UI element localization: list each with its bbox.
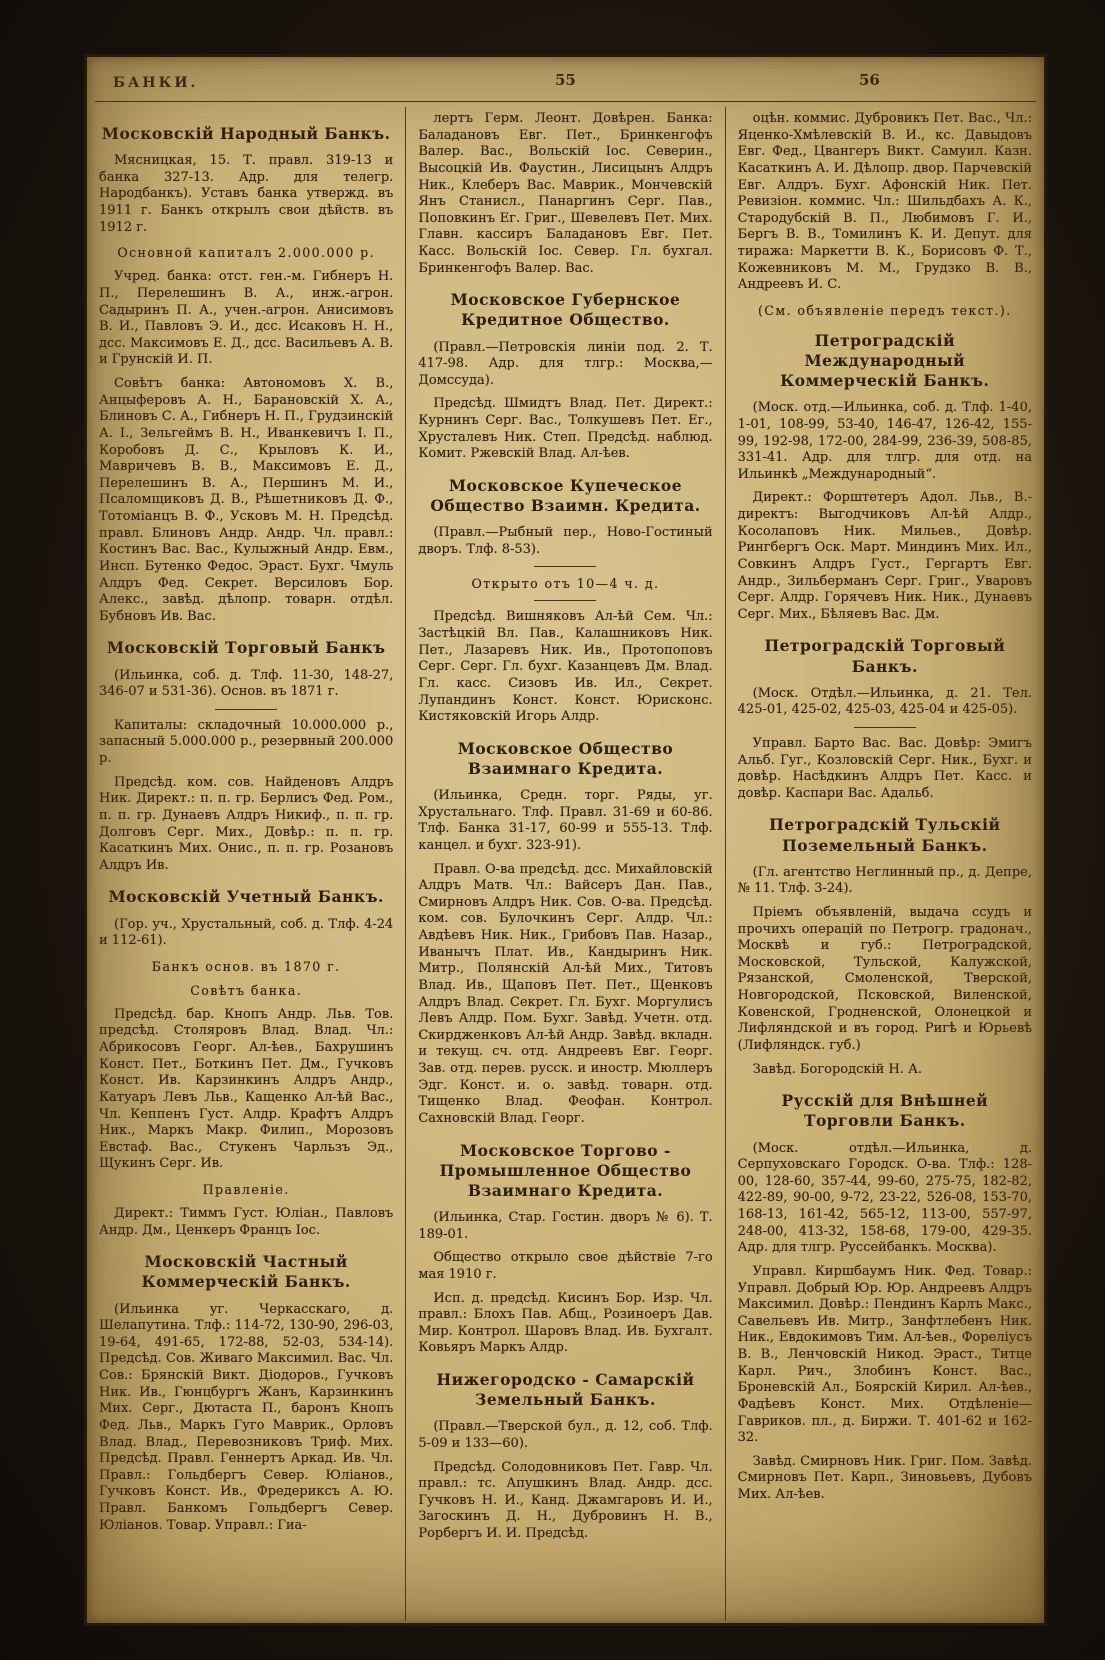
directory-paragraph: Предсѣд. Вишняковъ Ал-ѣй Сем. Чл.: Застѣцкій Вл. Пав., Калашниковъ Ник. Пет., Лазаревъ Ник. Ив., Протопоповъ Серг. Серг. Гл. бухг. Казанцевъ Дм. Влад. Гл. касс. Сизовъ Ив. Ил., Секрет. Лупандинъ Конст. Конст. Юрисконс. Кистяковскій Игорь Алдр. (418, 609, 713, 725)
directory-paragraph: (Ильинка, Стар. Гостин. дворъ № 6). Т. 189-01. (418, 1210, 713, 1242)
bank-heading: Петроградскій Торговый Банкъ. (764, 636, 1006, 676)
section-rule (534, 600, 596, 601)
bank-heading: Московское Купеческое Общество Взаимн. Кредита. (430, 475, 701, 516)
bank-heading: Нижегородско - Самарскій Земельный Банкъ. (436, 1370, 695, 1410)
column-layout (87, 107, 1044, 1621)
directory-paragraph: Директ.: Форштетеръ Адол. Льв., В.-директъ: Выгодчиковъ Ал-ѣй Алдр., Косолаповъ Ник. Мильев., Довѣр. Рингбергъ Оск. Март. Миндинъ Мих. Ил., Совкинъ Алдръ Густ., Гергартъ Евг. Андр., Зильберманъ Серг. Григ., Уваровъ Серг. Алдр. Горячевъ Ник. Ник., Дунаевъ Серг. Мих., Бѣляевъ Вас. Дм. (737, 490, 1032, 622)
bank-heading: Русскій для Внѣшней Торговли Банкъ. (781, 1091, 989, 1131)
directory-paragraph: Пріемъ объявленій, выдача ссудъ и прочихъ операцій по Петрогр. градонач., Москвѣ и губ.: Петроградской, Московской, Тульской, Калужской, Рязанской, Смоленской, Тверской, Новгородской, Псковской, Виленской, Ковенской, Гродненской, Олонецкой и Лифляндской и въ город. Ригѣ и Юрьевѣ (Лифляндск. губ.) (737, 904, 1032, 1053)
bank-heading: Московское Торгово - Промышленное Общество Взаимнаго Кредита. (439, 1140, 692, 1200)
directory-paragraph: Мясницкая, 15. Т. правл. 319-13 и банка 327-13. Адр. для телегр. Народбанкъ). Уставъ банка утвержд. въ 1911 г. Банкъ открылъ свои дѣйств. въ 1912 г. (99, 153, 394, 235)
directory-paragraph: (Гл. агентство Неглинный пр., д. Депре, № 11. Тлф. 3-24). (737, 864, 1032, 897)
section-rule (534, 566, 596, 567)
directory-paragraph: Директ.: Тиммъ Густ. Юліан., Павловъ Андр. Дм., Ценкеръ Францъ Іос. (99, 1206, 394, 1238)
directory-paragraph: Завѣд. Богородскій Н. А. (752, 1061, 923, 1077)
directory-paragraph: (Правл.—Тверской бул., д. 12, соб. Тлф. 5-09 и 133—60). (418, 1419, 713, 1451)
directory-paragraph: Предсѣд. Солодовниковъ Пет. Гавр. Чл. правл.: тс. Апушкинъ Влад. Андр. дсс. Гучковъ Н. И., Канд. Джамгаровъ И. И., Загоскинъ Д. Н., Дубровинъ Н. В., Рорбергъ И. И. Предсѣд. (418, 1459, 713, 1542)
directory-paragraph: (Моск. отд.—Ильинка, соб. д. Тлф. 1-40, 1-01, 108-99, 53-40, 146-47, 126-42, 155-99, 192-98, 172-00, 284-99, 236-39, 508-85, 331-41. Адр. для тлгр. для отд. на Ильинкѣ „Международный“. (737, 400, 1032, 482)
directory-paragraph: Капиталы: складочный 10.000.000 р., запасный 5.000.000 р., резервный 200.000 р. (99, 717, 394, 767)
directory-paragraph: (Ильинка, соб. д. Тлф. 11-30, 148-27, 346-07 и 531-36). Основ. въ 1871 г. (99, 667, 394, 700)
centered-note: Совѣтъ банка. (190, 982, 303, 998)
bank-heading: Московскій Учетный Банкъ. (108, 887, 384, 907)
bank-heading: Московскій Частный Коммерческій Банкъ. (141, 1252, 351, 1292)
bank-heading: Петроградскій Тульскій Поземельный Банкъ. (769, 815, 1001, 855)
directory-paragraph: Управл. Киршбаумъ Ник. Фед. Товар.: Управл. Добрый Юр. Юр. Андреевъ Алдръ Максимил. Довѣр.: Пендинъ Карлъ Макс., Савельевъ Ив. Митр., Занфтлебенъ Ник. Ник., Евдокимовъ Тим. Ал-ѣев., Фореліусъ В. В., Ленчовскій Никод. Эраст., Титце Карл. Рич., Злобинъ Конст. Вас., Броневскій Ал., Боярскій Кирил. Ал-ѣев., Фадѣевъ Конст. Мих. Отдѣленіе—Гавриков. пл., д. Биржи. Т. 401-62 и 162-32. (737, 1263, 1032, 1446)
directory-paragraph: Общество открыло свое дѣйствіе 7-го мая 1910 г. (418, 1250, 713, 1282)
directory-paragraph: Совѣтъ банка: Автономовъ Х. В., Анцыферовъ А. Н., Барановскій Х. А., Блиновъ С. А., Гибнеръ Н. П., Грудзинскій А. І., Зельгеймъ В. Н., Иванкевичъ І. П., Коробовъ Д. С., Крыловъ К. И., Мавричевъ В. В., Максимовъ Е. Д., Перелешинъ В. А., Першинъ М. И., Псаломщиковъ Д. В., Рѣшетниковъ Д. Ф., Тотоміанцъ В. Ф., Усковъ М. Н. Предсѣд. правл. Блиновъ Андр. Андр. Чл. правл.: Костинъ Вас. Вас., Кулыжный Андр. Евм., Инсп. Бутенко Федос. Эраст. Бухг. Чмуль Алдръ Фед. Секрет. Версиловъ Бор. Алекс., завѣд. дѣлопр. товарн. отдѣл. Бубновъ Ив. Вас. (99, 376, 394, 624)
directory-paragraph: оцѣн. коммис. Дубровикъ Пет. Вас., Чл.: Яценко-Хмѣлевскій В. И., кс. Давыдовъ Евг. Фед., Цвангеръ Викт. Самуил. Казн. Касаткинъ А. И. Дѣлопр. двор. Парчевскій Евг. Алдръ. Бухг. Афонскій Ник. Пет. Ревизіон. коммис. Чл.: Шильдбахъ А. К., Стародубскій В. П., Любимовъ Г. И., Бергъ В. В., Томилинъ К. И. Депут. для тиража: Маркетти В. К., Борисовъ Ф. Т., Кожевниковъ М. М., Грудзко В. В., Андреевъ И. С. (737, 111, 1032, 293)
centered-note: Открыто отъ 10—4 ч. д. (471, 576, 660, 592)
column-1 (87, 107, 406, 1621)
section-rule (854, 727, 916, 728)
section-rule (215, 709, 277, 710)
bank-heading: Московскій Народный Банкъ. (101, 124, 391, 143)
bank-heading: Московское Губернское Кредитное Общество. (450, 290, 681, 330)
header-rule (95, 101, 1036, 102)
centered-note: Правленіе. (202, 1182, 290, 1198)
directory-paragraph: Управл. Барто Вас. Вас. Довѣр: Эмигъ Альб. Гуг., Козловскій Серг. Ник., Бухг. и довѣр. Насѣдкинъ Алдръ Пет. Касс. и довѣр. Каспари Вас. Адальб. (737, 735, 1032, 801)
centered-note: Основной капиталъ 2.000.000 р. (117, 245, 375, 261)
directory-paragraph: Завѣд. Смирновъ Ник. Григ. Пом. Завѣд. Смирновъ Пет. Карп., Зиновьевъ, Дубовъ Мих. Ал-ѣев. (737, 1453, 1032, 1503)
directory-paragraph: Исп. д. предсѣд. Кисинъ Бор. Изр. Чл. правл.: Блохъ Пав. Абщ., Розиноеръ Дав. Мир. Контрол. Шаровъ Влад. Ив. Бухгалт. Ковьяръ Маркъ Алдр. (418, 1290, 713, 1356)
directory-paragraph: Предсѣд. бар. Кнопъ Андр. Льв. Тов. предсѣд. Столяровъ Влад. Влад. Чл.: Абрикосовъ Георг. Ал-ѣев., Бахрушинъ Конст. Пет., Боткинъ Пет. Дм., Гучковъ Конст. Ив. Карзинкинъ Алдръ Андр., Катуаръ Левъ Льв., Кащенко Ал-ѣй Вас., Чл. Кеппенъ Густ. Алдр. Крафтъ Алдръ Ник., Маркъ Макр. Филип., Морозовъ Евстаф. Вас., Стукенъ Чарльзъ Эд., Щукинъ Серг. Ив. (99, 1006, 394, 1172)
centered-note: (См. объявленіе передъ текст.). (757, 302, 1012, 318)
bank-heading: Московскій Торговый Банкъ (106, 638, 386, 658)
directory-paragraph: Правл. О-ва предсѣд. дсс. Михайловскій Алдръ Матв. Чл.: Вайсеръ Дан. Пав., Смирновъ Алдръ Ник. Сов. О-ва. Предсѣд. ком. сов. Булочкинъ Серг. Алдр. Чл.: Авдѣевъ Ник. Ник., Грибовъ Пав. Назар., Иванычъ Плат. Ив., Кандыринъ Ник. Митр., Полянскій Ал-ѣй Мих., Титовъ Влад. Ив., Щаповъ Пет. Пет., Щенковъ Алдръ Влад. Секрет. Гл. Бухг. Моргулисъ Левъ Алдр. Пом. Бухг. Завѣд. Учетн. отд. Скирдженковъ Ал-ѣй Андр. Завѣд. вкладн. и текущ. сч. отд. Андреевъ Евг. Георг. Зав. отд. перев. русск. и иностр. Мюллеръ Эдг. Конст. и. о. завѣд. товарн. отд. Тищенко Влад. Феофан. Контрол. Сахновскій Влад. Георг. (418, 861, 713, 1126)
directory-paragraph: (Моск. отдѣл.—Ильинка, д. Серпуховскаго Городск. О-ва. Тлф.: 128-00, 128-60, 357-44, 99-60, 275-75, 182-82, 422-89, 90-00, 9-72, 23-22, 526-08, 153-70, 168-13, 161-42, 565-12, 113-00, 557-97, 248-00, 413-32, 158-68, 179-00, 429-35. Адр. для тлгр. Руссейбанкъ. Москва). (737, 1140, 1032, 1256)
centered-note: Банкъ основ. въ 1870 г. (151, 958, 341, 974)
page-number-left: 55 (555, 71, 576, 89)
directory-paragraph: лертъ Герм. Леонт. Довѣрен. Банка: Баладановъ Евг. Пет., Бринкенгофъ Валер. Вас., Вольскій Іос. Северин., Высоцкій Ив. Фаустин., Лисицынъ Алдръ Ник., Клеберъ Вас. Маврик., Мончевскій Янъ Станисл., Панаргинъ Серг. Пав., Поповкинъ Ег. Григ., Шевелевъ Пет. Мих. Главн. кассиръ Баладановъ Евг. Пет. Касс. Вольскій Іос. Север. Гл. бухгал. Бринкенгофъ Валер. Вас. (418, 111, 713, 276)
directory-paragraph: (Правл.—Рыбный пер., Ново-Гостиный дворъ. Тлф. 8-53). (418, 525, 713, 557)
directory-paragraph: Учред. банка: отст. ген.-м. Гибнеръ Н. П., Перелешинъ В. А., инж.-агрон. Садыринъ П. А., учен.-агрон. Анисимовъ В. И., Павловъ Э. И., дсс. Исаковъ Н. Н., дсс. Максимовъ Е. Д., дсс. Васильевъ А. В. и Грунскій И. П. (99, 269, 394, 368)
bank-heading: Московское Общество Взаимнаго Кредита. (457, 738, 674, 778)
column-2 (406, 107, 725, 1621)
page-number-right: 56 (859, 71, 880, 89)
column-3 (726, 107, 1044, 1621)
directory-paragraph: (Гор. уч., Хрустальный, соб. д. Тлф. 4-24 и 112-61). (99, 916, 394, 949)
directory-paragraph: (Моск. Отдѣл.—Ильинка, д. 21. Тел. 425-01, 425-02, 425-03, 425-04 и 425-05). (737, 685, 1032, 718)
directory-paragraph: Предсѣд. ком. сов. Найденовъ Алдръ Ник. Директ.: п. п. гр. Берлисъ Фед. Ром., п. п. гр. Дунаевъ Алдръ Никиф., п. п. гр. Долговъ Серг. Мих., Довѣр.: п. п. гр. Касаткинъ Мих. Онис., п. п. гр. Розановъ Алдръ Ив. (99, 774, 394, 873)
directory-paragraph: (Ильинка, Средн. торг. Ряды, уг. Хрустальнаго. Тлф. Правл. 31-69 и 60-86. Тлф. Банка 31-17, 60-99 и 555-13. Тлф. канцел. и бухг. 323-91). (418, 788, 713, 853)
running-title: БАНКИ. (113, 75, 199, 91)
directory-paragraph: Предсѣд. Шмидтъ Влад. Пет. Директ.: Курнинъ Серг. Вас., Толкушевъ Пет. Ег., Хрусталевъ Ник. Степ. Предсѣд. наблюд. Комит. Ржевскій Влад. Ал-ѣев. (418, 396, 713, 462)
page-header (87, 57, 1044, 103)
directory-page (84, 54, 1047, 1626)
directory-paragraph: (Правл.—Петровскія линіи под. 2. Т. 417-98. Адр. для тлгр.: Москва,—Домссуда). (418, 339, 713, 388)
directory-paragraph: (Ильинка уг. Черкасскаго, д. Шелапутина. Тлф.: 114-72, 130-90, 296-03, 19-64, 491-65, 172-88, 52-03, 534-14). Предсѣд. Сов. Живаго Максимил. Вас. Чл. Сов.: Брянскій Викт. Діодоров., Гучковъ Ник. Ив., Гюнцбургъ Жанъ, Карзинкинъ Мих. Серг., Дютаста П., баронъ Кнопъ Фед. Льв., Маркъ Гуго Маврик., Орловъ Влад. Влад., Перевозниковъ Триф. Мих. Предсѣд. Правл. Геннертъ Аркад. Ив. Чл. Правл.: Гольдбергъ Север. Юліанов., Гучковъ Конст. Ив., Фредериксъ А. Ю. Правл. Банкомъ Гольдбергъ Север. Юліанов. Товар. Управл.: Гиа- (99, 1301, 394, 1533)
bank-heading: Петроградскій Международный Коммерческій Банкъ. (780, 330, 990, 391)
